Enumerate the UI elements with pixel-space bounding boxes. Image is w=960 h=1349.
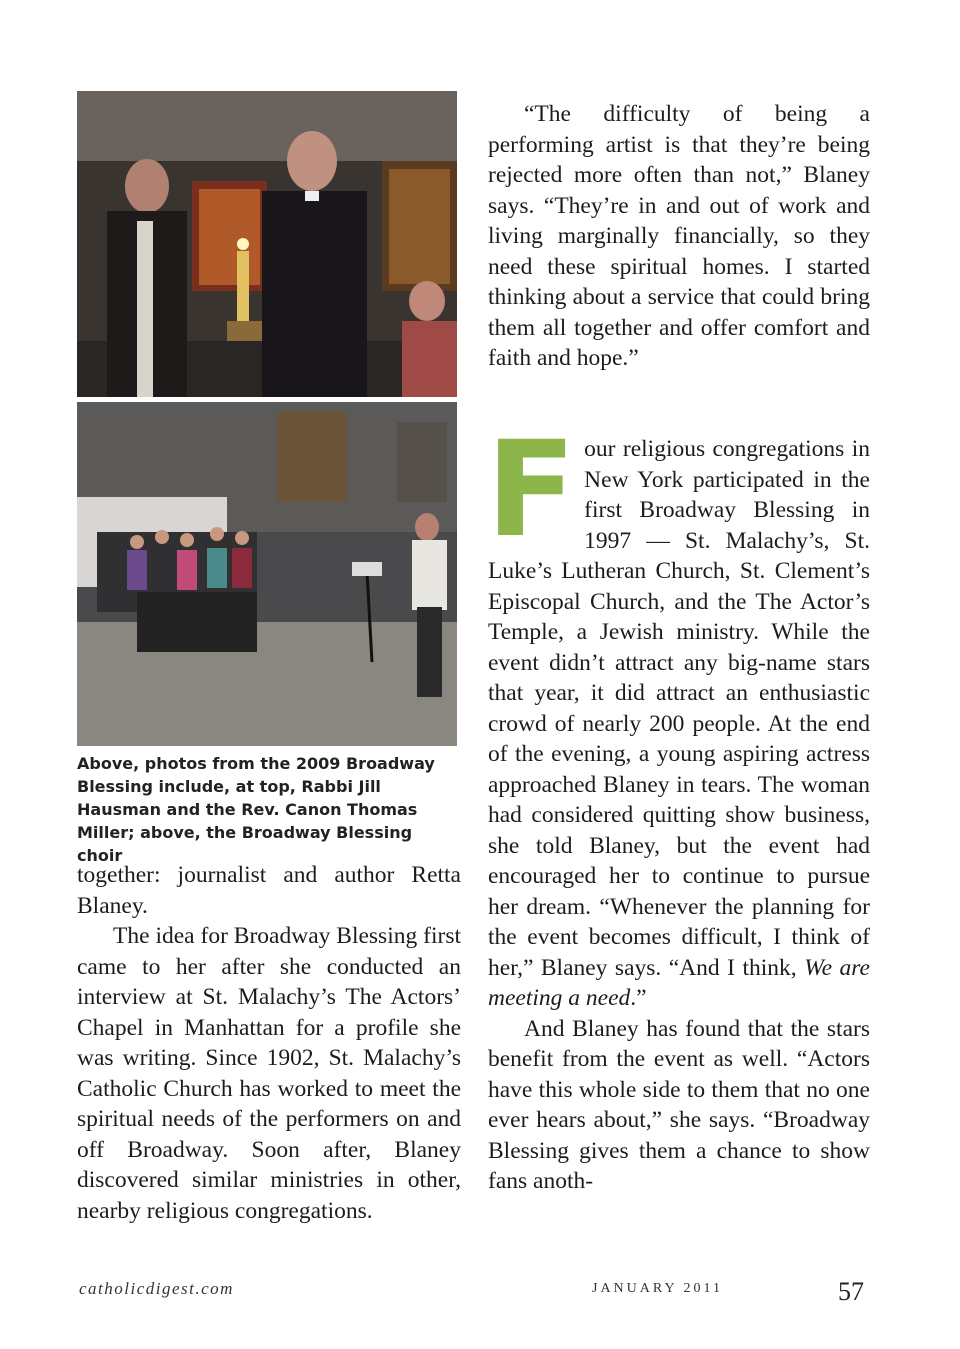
photo-choir (77, 402, 457, 746)
italic-quote: We are meeting a need (488, 954, 870, 1011)
page-number: 57 (838, 1277, 864, 1306)
paragraph-end: .” (630, 985, 647, 1011)
paragraph: And Blaney has found that the stars benefit from the event as well. “Actors have this whole side to them that no one ever hears about,” she says. “Broadway Blessing gives them a chance to show fans anoth- (488, 1015, 870, 1194)
right-column-bottom (486, 413, 870, 1197)
right-column-top (488, 99, 870, 374)
paragraph-with-dropcap (486, 413, 870, 1014)
left-column (77, 860, 461, 1226)
paragraph: together: journalist and author Retta Blaney. (77, 862, 461, 919)
paragraph: The idea for Broadway Blessing first came to her after she conducted an interview at St. Malachy’s The Actors’ Chapel in Manhattan for a profile she was writing. Since 1902, St. Malachy’s Catholic Church has worked to meet the spiritual needs of the performers on and off Broadway. Soon after, Blaney discovered similar ministries in other, nearby religious congregations. (77, 923, 461, 1224)
photo-caption: Above, photos from the 2009 Broadway Blessing include, at top, Rabbi Jill Hausman and the Rev. Canon Thomas Miller; above, the Broadway Blessing choir (77, 754, 435, 865)
drop-cap: F (486, 413, 577, 567)
paragraph-text: our religious congregations in New York participated in the first Broadway Blessing in 1997 — St. Malachy’s, St. Luke’s Lutheran Church, St. Clement’s Episcopal Church, and the The Actor’s Temple, a Jewish ministry. While the event didn’t attract any big-name stars that year, it did attract an enthusiastic crowd of nearly 200 people. At the end of the evening, a young aspiring actress approached Blaney in tears. The woman had considered quitting show business, she told Blaney, but the event had encouraged her to continue to pursue her dream. “Whenever the planning for the event becomes difficult, I think of her,” Blaney says. “And I think, (488, 436, 870, 981)
footer-website: catholicdigest.com (79, 1279, 234, 1298)
photo-rabbi-and-canon (77, 91, 457, 397)
footer-issue-date: JANUARY 2011 (592, 1281, 724, 1296)
paragraph: “The difficulty of being a performing artist is that they’re being rejected more often than not,” Blaney says. “They’re in and out of work and living marginally financially, so they need these spiritual homes. I started thinking about a service that could bring them all together and offer comfort and faith and hope.” (488, 101, 870, 371)
